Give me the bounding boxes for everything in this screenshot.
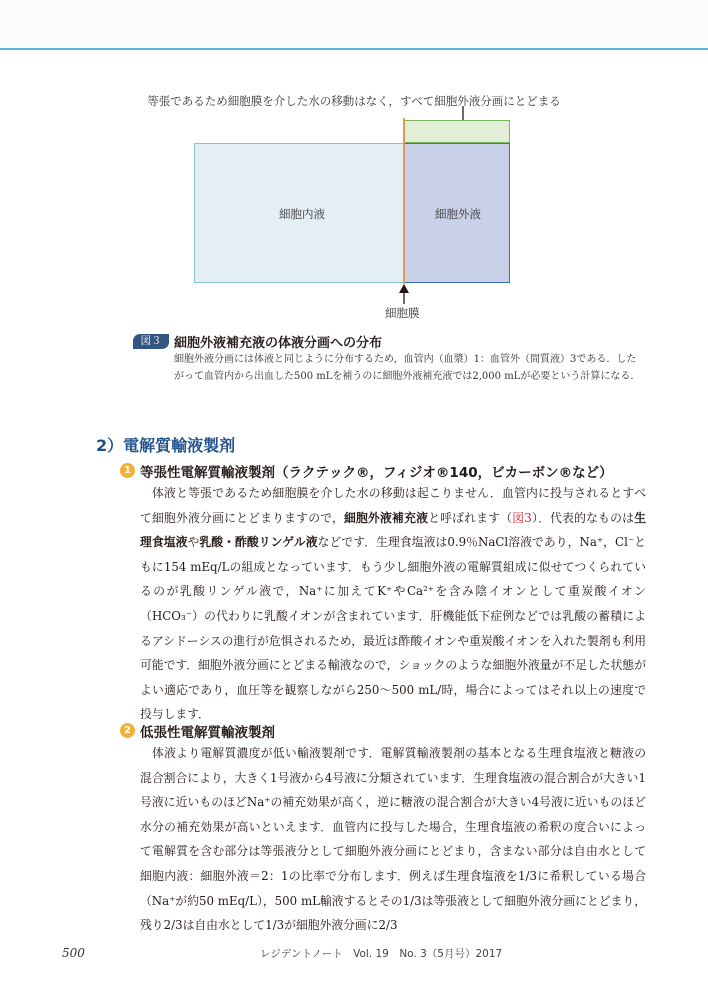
text-span: と呼ばれます（ [428,510,513,525]
subsection-1-title: 等張性電解質輸液製剤（ラクテック®，フィジオ®140，ビカーボン®など） [140,465,613,481]
figure-number-badge: 図３ [133,334,169,349]
journal-info: レジデントノート Vol. 19 No. 3（5月号）2017 [260,948,503,960]
subsection-1-paragraph [140,481,646,727]
extracellular-fluid-box [404,143,510,283]
figure-description: 細胞外液分画には体液と同じように分布するため，血管内（血漿）1：血管外（間質液）3である．したがって血管内から出血した500 mLを補うのに細胞外液補充液では2,000 mLが必要という計算になる． [174,354,641,382]
figure-title: 細胞外液補充液の体液分画への分布 [174,336,383,351]
cell-membrane-line [403,118,405,284]
icf-label: 細胞内液 [279,207,325,221]
membrane-pointer-arrow-icon [398,284,412,304]
text-span: などです．生理食塩液は0.9％NaCl溶液であり，Na⁺，Cl⁻ともに154 mEq/Lの組成となっています．もう少し細胞外液の電解質組成に似せてつくられているのが乳酸リンゲル液で，Na⁺に加えてK⁺やCa²⁺を含み陰イオンとして重炭酸イオン（HCO₃⁻）の代わりに乳酸イオンが含まれています．肝機能低下症例などでは乳酸の蓄積によるアシドーシスの進行が危惧されるため，最近は酢酸イオンや重炭酸イオンを入れた製剤も利用可能です．細胞外液分画にとどまる輸液なので，ショックのような細胞外液量が不足した状態がよい適応であり，血圧等を観察しながら250～500 mL/時，場合によってはそれ以上の速度で投与します． [140,535,646,722]
subsection-2-paragraph: 体液より電解質濃度が低い輸液製剤です．電解質輸液製剤の基本となる生理食塩液と糖液の混合割合により，大きく1号液から4号液に分類されています．生理食塩液の混合割合が大きい1号液に近いものほどNa⁺の補充効果が高く，逆に糖液の混合割合が大きい4号液に近いものほど水分の補充効果が高いといえます．血管内に投与した場合，生理食塩液の希釈の度合いによって電解質を含む部分は等張液分として細胞外液分画にとどまり，含まない部分は自由水として細胞内液：細胞外液＝2：1の比率で分布します．例えば生理食塩液を1/3に希釈している場合（Na⁺が約50 mEq/L），500 mL輸液するとその1/3は等張液として細胞外液分画にとどまり，残り2/3は自由水として1/3が細胞外液分画に2/3 [140,746,646,933]
page-number: 500 [62,946,85,960]
text-span: や [187,535,200,550]
section-title: 2）電解質輸液製剤 [96,436,236,455]
figure-top-caption: 等張であるため細胞膜を介した水の移動はなく，すべて細胞外液分画にとどまる [147,94,561,108]
text-span: 体液と等張であるため細胞膜を介した水の移動は起こりません．血管内に投与されるとすべて細胞外液分画にとどまりますので， [140,486,646,525]
intracellular-fluid-box [194,143,404,283]
header-band [0,0,708,50]
subsection-2-title: 低張性電解質輸液製剤 [140,725,275,741]
subsection-2-number-badge: 2 [120,723,135,738]
bold-term: 細胞外液補充液 [344,510,429,525]
membrane-label: 細胞膜 [385,306,420,320]
added-fluid-box [404,120,510,143]
bold-term: 生理食塩液 [140,510,647,550]
subsection-1-number-badge: 1 [120,463,135,478]
header-rule [0,48,708,50]
ecf-label: 細胞外液 [435,207,481,221]
figure-reference-link[interactable]: 図3 [512,510,532,525]
text-span: ）．代表的なものは [531,510,635,525]
bold-term: 乳酸・酢酸リンゲル液 [199,535,318,550]
